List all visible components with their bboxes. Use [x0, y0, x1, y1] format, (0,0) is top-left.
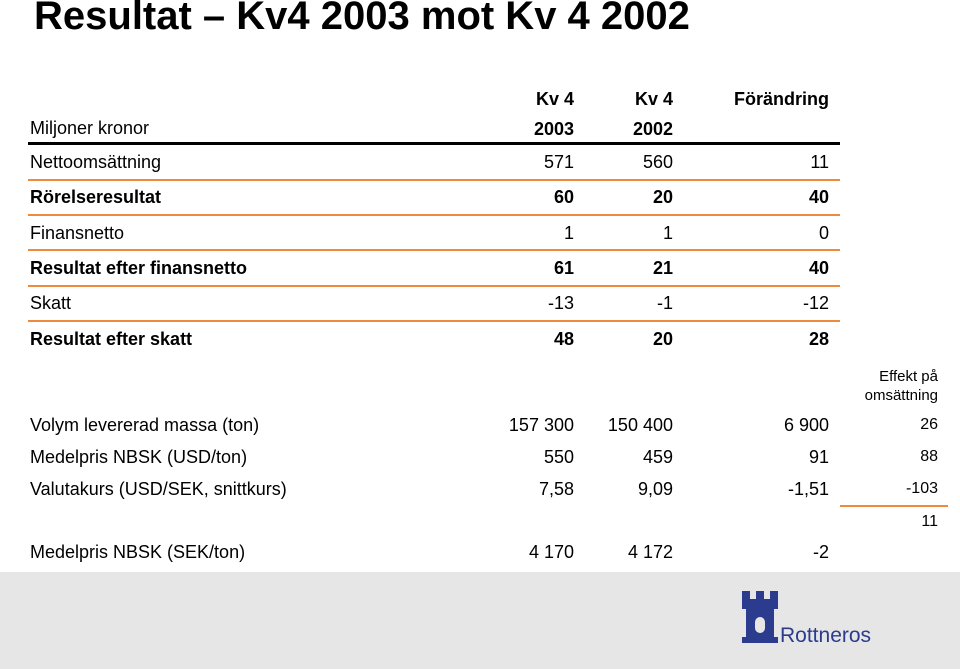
- col-header-q4-2002-line2: 2002: [632, 119, 673, 139]
- row-value-2003: -13: [547, 293, 574, 313]
- row-value-2002: 21: [652, 258, 673, 278]
- row-value-2003: 1: [563, 223, 574, 243]
- row-divider: [28, 214, 840, 216]
- col-header-q4-2002-line1: Kv 4: [634, 89, 673, 109]
- row-value-change: 11: [810, 152, 829, 172]
- row-value-effect: 26: [920, 416, 938, 433]
- row-value-change: 6 900: [783, 415, 829, 435]
- col-header-q4-2003-line1: Kv 4: [535, 89, 574, 109]
- row-divider: [28, 249, 840, 251]
- row-value-2002: 20: [652, 187, 673, 207]
- row-label: Nettoomsättning: [30, 152, 162, 172]
- row-label: Finansnetto: [30, 223, 125, 243]
- page-title: Resultat – Kv4 2003 mot Kv 4 2002: [34, 0, 690, 38]
- row-value-change: 0: [818, 223, 829, 243]
- row-header-label: Miljoner kronor: [30, 118, 150, 138]
- row-value-2002: 9,09: [637, 479, 673, 499]
- row-value-2002: 4 172: [627, 542, 673, 562]
- col-header-effect-line2: omsättning: [864, 387, 938, 404]
- row-label: Resultat efter finansnetto: [30, 258, 248, 278]
- brand-name: Rottneros: [780, 624, 872, 647]
- col-header-change: Förändring: [734, 89, 829, 109]
- row-label: Rörelseresultat: [30, 187, 162, 207]
- header-rule: [28, 142, 840, 145]
- effect-sum-rule: [840, 505, 948, 507]
- row-value-2003: 4 170: [528, 542, 574, 562]
- row-value-effect: 88: [920, 448, 938, 465]
- row-value-2003: 550: [543, 447, 574, 467]
- row-divider: [28, 179, 840, 181]
- rottneros-logo-icon: [742, 591, 778, 643]
- row-value-change: -2: [812, 542, 829, 562]
- row-value-2002: 20: [652, 329, 673, 349]
- row-divider: [28, 285, 840, 287]
- row-value-2003: 60: [553, 187, 574, 207]
- row-value-change: 28: [808, 329, 829, 349]
- row-value-2003: 61: [553, 258, 574, 278]
- row-divider: [28, 320, 840, 322]
- row-value-2003: 7,58: [538, 479, 574, 499]
- row-value-change: 91: [808, 447, 829, 467]
- footer-band: [0, 572, 960, 669]
- col-header-q4-2003-line2: 2003: [533, 119, 574, 139]
- row-value-change: -1,51: [787, 479, 829, 499]
- col-header-effect: [818, 367, 938, 405]
- row-value-2003: 571: [543, 152, 574, 172]
- row-value-2003: 157 300: [508, 415, 574, 435]
- effect-total: 11: [921, 513, 938, 530]
- row-value-change: 40: [808, 258, 829, 278]
- row-value-change: 40: [808, 187, 829, 207]
- row-label: Medelpris NBSK (USD/ton): [30, 447, 248, 467]
- row-value-2002: 1: [662, 223, 673, 243]
- row-value-effect: -103: [905, 480, 938, 497]
- row-value-2003: 48: [553, 329, 574, 349]
- row-value-change: -12: [802, 293, 829, 313]
- row-label: Valutakurs (USD/SEK, snittkurs): [30, 479, 287, 499]
- row-value-2002: 150 400: [607, 415, 673, 435]
- row-value-2002: 459: [642, 447, 673, 467]
- row-label: Resultat efter skatt: [30, 329, 193, 349]
- row-label: Medelpris NBSK (SEK/ton): [30, 542, 246, 562]
- col-header-effect-line1: Effekt på: [879, 368, 938, 385]
- row-label: Volym levererad massa (ton): [30, 415, 260, 435]
- row-label: Skatt: [30, 293, 72, 313]
- row-value-2002: 560: [642, 152, 673, 172]
- row-value-2002: -1: [656, 293, 673, 313]
